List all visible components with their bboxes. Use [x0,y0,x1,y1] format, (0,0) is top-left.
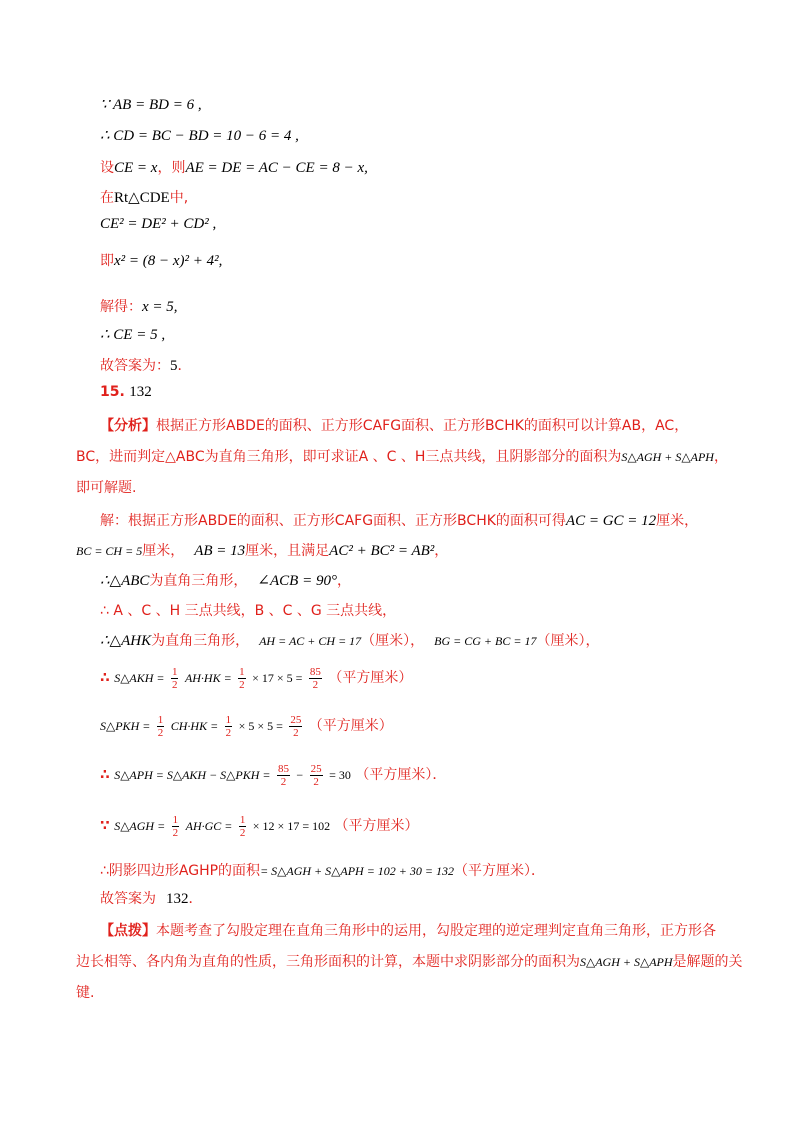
fraction-term [310,763,323,788]
text: , [218,253,223,269]
math-expr: S△APH = S△AKH − S△PKH = [114,768,271,782]
fraction-result [289,714,302,739]
fraction-result [309,666,322,691]
math-expr: CE² = DE² + CD² , [100,216,217,232]
math-expr: BC = CH = 5 [76,544,143,558]
math-expr: S△AGH + S△APH [580,955,673,969]
line-equation [100,250,800,270]
math-expr: AE = DE = AC − CE = 8 − x [185,160,365,176]
denominator: 2 [293,726,299,739]
text: 厘米， [142,543,185,559]
question-number: 15. [100,384,125,400]
text: 厘米， [656,513,699,529]
text: 是解题的关 [672,954,743,970]
equation-area-pkh [100,708,800,744]
text: ， [336,573,351,589]
numerator: 1 [239,813,246,826]
text: 在 [100,190,114,206]
analysis-tag: 【分析】 [100,418,156,434]
shaded-area-line [100,860,800,880]
math-expr: ∵ AB = BD = 6 , [100,97,202,113]
math-expr: S△AGH + S△APH [621,450,714,464]
fraction-half [239,814,247,839]
equation-area-aph [100,757,800,793]
math-expr: ∠ACB = 90° [257,573,337,589]
equation-area-agh [100,808,800,844]
math-expr: = 30 [329,768,351,782]
text: ∴ A 、C 、H 三点共线，B 、C 、G 三点共线， [100,603,397,619]
math-expr: CH·HK = [170,719,219,733]
text: （厘米）， [536,633,600,649]
therefore-symbol: ∴ [100,670,110,686]
text: 即 [100,253,114,269]
text: ，则 [157,160,186,176]
math-expr: S△AKH = [114,671,165,685]
line-answer-prev [100,355,800,375]
math-expr: AC = GC = 12 [565,513,657,529]
math-expr: − [296,768,304,782]
analysis-line-1 [100,415,800,435]
line-in-rt [100,187,800,207]
text: 为直角三角形， [151,633,250,649]
text: , [173,299,178,315]
unit-label: （平方厘米）． [355,767,447,783]
math-expr: ∴△ABC [100,573,150,589]
solution-line-3 [100,570,800,590]
question-15-header [100,384,800,401]
text: 为直角三角形， [149,573,248,589]
solution-line-1 [100,510,800,530]
fraction-half [172,814,180,839]
math-expr: × 5 × 5 = [238,719,283,733]
text: （厘米）， [361,633,425,649]
denominator: 2 [225,726,232,739]
math-expr: Rt△CDE [114,190,170,206]
analysis-line-3 [76,477,800,497]
text: 即可解题. [76,480,137,496]
because-symbol: ∵ [100,818,110,834]
line-cd [100,126,800,145]
analysis-line-2 [76,446,800,466]
unit-label: （平方厘米） [308,718,393,734]
denominator: 2 [239,826,246,839]
unit-label: （平方厘米） [334,818,419,834]
text: 故答案为： [100,358,170,374]
math-expr: CE = x [114,160,158,176]
fraction-half [238,666,246,691]
denominator: 2 [239,678,245,691]
solution-line-2 [76,540,800,560]
numerator: 1 [172,813,179,826]
answer-value: 5 [170,358,178,374]
denominator: 2 [313,775,319,788]
math-expr: x = 5 [142,299,174,315]
tip-line-2 [76,951,800,971]
solution-line-5 [100,630,800,650]
text: 键. [76,985,95,1001]
math-expr: AB = 13 [194,543,246,559]
numerator: 1 [157,713,164,726]
line-solve [100,296,800,316]
denominator: 2 [172,826,179,839]
text: 设 [100,160,114,176]
denominator: 2 [280,775,287,788]
math-expr: = S△AGH + S△APH = 102 + 30 = 132 [260,864,454,878]
fraction-half [171,666,179,691]
text: 解：根据正方形ABDE的面积、正方形CAFG面积、正方形BCHK的面积可得 [100,513,566,529]
fraction-term [277,763,290,788]
math-expr: × 12 × 17 = 102 [252,819,331,833]
line-pythag [100,216,800,233]
text: ， [713,449,728,465]
denominator: 2 [312,678,319,691]
math-expr: ∴ CE = 5 , [100,327,166,343]
answer-value: 132 [129,384,152,400]
math-expr: BG = CG + BC = 17 [434,634,537,648]
math-expr: AH·HK = [184,671,232,685]
text: 根据正方形ABDE的面积、正方形CAFG面积、正方形BCHK的面积可以计算AB，AC， [156,418,689,434]
text: ． [177,358,192,374]
unit-label: （平方厘米）． [454,863,545,879]
text: ∴阴影四边形AGHP的面积 [100,863,261,879]
text: ， [434,543,449,559]
math-expr: ∴△AHK [100,633,152,649]
math-expr: x² = (8 − x)² + 4² [114,253,219,269]
text: 解得： [100,299,142,315]
text: , [364,160,368,176]
math-expr: AC² + BC² = AB² [329,543,435,559]
tip-line-3 [76,982,800,1002]
math-expr: S△AGH = [114,819,166,833]
math-expr: S△PKH = [100,719,151,733]
math-expr: × 17 × 5 = [252,671,303,685]
numerator: 25 [310,762,322,775]
math-expr: AH·GC = [185,819,233,833]
numerator: 1 [171,665,178,678]
text: 本题考查了勾股定理在直角三角形中的运用，勾股定理的逆定理判定直角三角形，正方形各 [156,923,716,939]
answer-value: 132 [166,891,189,907]
denominator: 2 [171,678,178,691]
text: 边长相等、各内角为直角的性质，三角形面积的计算，本题中求阴影部分的面积为 [76,954,580,970]
tip-line-1 [100,920,800,940]
text: 中, [169,190,189,206]
fraction-half [157,714,165,739]
line-let-ce [100,157,800,177]
text: 故答案为 [100,891,156,907]
numerator: 1 [225,713,232,726]
tip-tag: 【点拨】 [100,923,156,939]
final-answer-line [100,888,800,908]
text: 厘米，且满足 [245,543,330,559]
solution-line-4 [100,600,800,620]
line-ce-result [100,325,800,344]
math-expr: ∴ CD = BC − BD = 10 − 6 = 4 , [100,128,299,144]
text: ． [188,891,203,907]
line-ab-bd [100,95,800,114]
numerator: 25 [290,713,302,726]
numerator: 1 [239,665,245,678]
text: BC，进而判定△ABC为直角三角形，即可求证A 、C 、H三点共线，且阴影部分的面积为 [76,449,622,465]
numerator: 85 [309,665,321,678]
unit-label: （平方厘米） [328,670,413,686]
math-expr: AH = AC + CH = 17 [259,634,362,648]
therefore-symbol: ∴ [100,767,110,783]
equation-area-akh [100,660,800,696]
denominator: 2 [157,726,164,739]
fraction-half [225,714,233,739]
numerator: 85 [277,762,289,775]
